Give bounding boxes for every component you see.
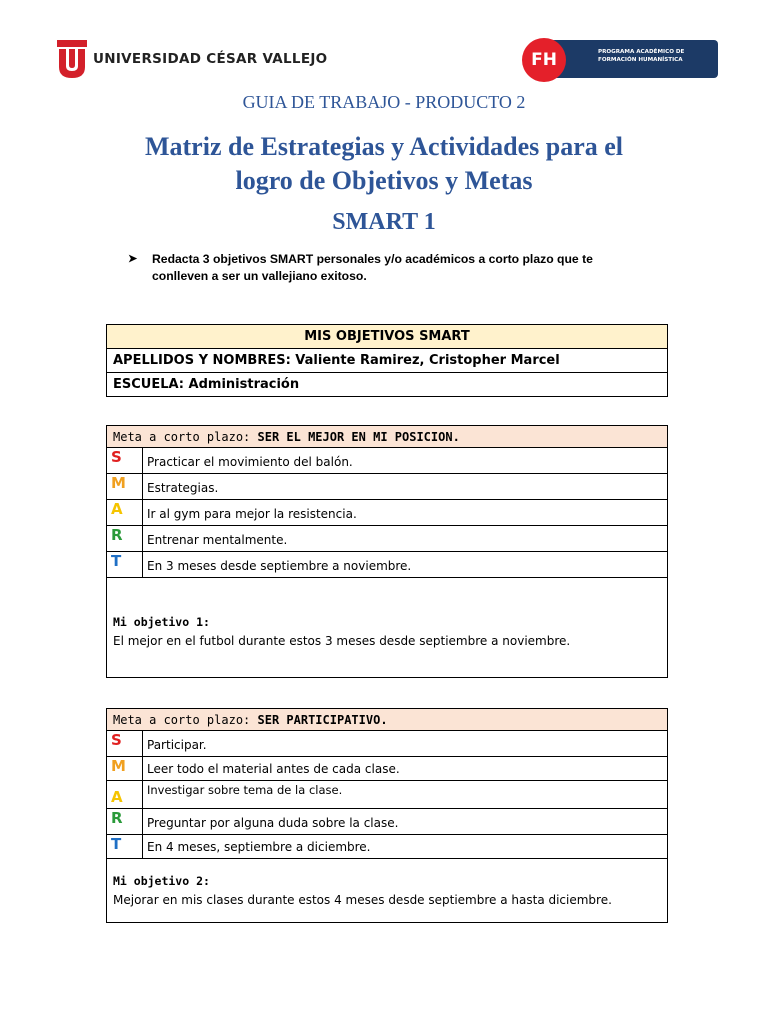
smart-letter-r: R xyxy=(107,809,143,835)
smart-letter-t: T xyxy=(107,552,143,578)
goal-1-table xyxy=(106,425,668,678)
goal-2-objective xyxy=(107,859,668,923)
meta-label: Meta a corto plazo: xyxy=(113,712,258,727)
objective-1-label: Mi objetivo 1: xyxy=(113,614,210,629)
fh-logo-circle: FH xyxy=(522,38,566,82)
goal-2-specific: Participar. xyxy=(143,731,668,757)
objective-1-text: El mejor en el futbol durante estos 3 meses desde septiembre a noviembre. xyxy=(113,633,571,648)
fh-program-text xyxy=(598,48,684,64)
smart-letter-a: A xyxy=(107,781,143,809)
school-row: ESCUELA: Administración xyxy=(107,373,668,397)
university-name: UNIVERSIDAD CÉSAR VALLEJO xyxy=(93,51,328,67)
meta-label: Meta a corto plazo: xyxy=(113,429,258,444)
goal-1-measurable: Estrategias. xyxy=(143,474,668,500)
instruction xyxy=(128,251,628,285)
smart-letter-m: M xyxy=(107,757,143,781)
fh-program-line1: PROGRAMA ACADÉMICO DE xyxy=(598,49,685,55)
goal-2-measurable: Leer todo el material antes de cada clase. xyxy=(143,757,668,781)
document-title-line1: Matriz de Estrategias y Actividades para el xyxy=(144,132,624,161)
goal-2-time-bound: En 4 meses, septiembre a diciembre. xyxy=(143,835,668,859)
info-table-heading: MIS OBJETIVOS SMART xyxy=(107,325,668,349)
guide-subtitle: GUIA DE TRABAJO - PRODUCTO 2 xyxy=(242,92,526,112)
document-title xyxy=(100,130,668,198)
smart-letter-s: S xyxy=(107,731,143,757)
goal-1-time-bound: En 3 meses desde septiembre a noviembre. xyxy=(143,552,668,578)
smart-heading: SMART 1 xyxy=(332,209,436,235)
smart-letter-s: S xyxy=(107,448,143,474)
smart-letter-a: A xyxy=(107,500,143,526)
ucv-shield-icon xyxy=(57,40,87,78)
smart-letter-t: T xyxy=(107,835,143,859)
goal-1-relevant: Entrenar mentalmente. xyxy=(143,526,668,552)
arrow-bullet-icon: ➤ xyxy=(128,253,138,265)
goal-1-specific: Practicar el movimiento del balón. xyxy=(143,448,668,474)
goal-2-relevant: Preguntar por alguna duda sobre la clase. xyxy=(143,809,668,835)
smart-letter-m: M xyxy=(107,474,143,500)
goal-1-objective xyxy=(107,578,668,678)
meta-value: SER PARTICIPATIVO. xyxy=(257,712,388,727)
meta-value: SER EL MEJOR EN MI POSICION. xyxy=(257,429,460,444)
goal-2-meta xyxy=(107,709,668,731)
objective-2-text: Mejorar en mis clases durante estos 4 meses desde septiembre a hasta diciembre. xyxy=(113,892,612,907)
ucv-logo xyxy=(57,40,327,78)
smart-letter-r: R xyxy=(107,526,143,552)
goal-1-meta xyxy=(107,426,668,448)
goal-2-achievable: Investigar sobre tema de la clase. xyxy=(143,781,668,809)
instruction-line2: conlleven a ser un vallejiano exitoso. xyxy=(152,269,367,283)
objective-2-label: Mi objetivo 2: xyxy=(113,873,210,888)
smart-info-table xyxy=(106,324,668,397)
fh-program-line2: FORMACIÓN HUMANÍSTICA xyxy=(598,57,683,63)
goal-1-achievable: Ir al gym para mejor la resistencia. xyxy=(143,500,668,526)
document-title-line2: logro de Objetivos y Metas xyxy=(235,166,533,195)
instruction-line1: Redacta 3 objetivos SMART personales y/o académicos a corto plazo que te xyxy=(152,252,593,266)
fh-program-logo xyxy=(522,38,718,82)
goal-2-table xyxy=(106,708,668,923)
student-name-row: APELLIDOS Y NOMBRES: Valiente Ramirez, Cristopher Marcel xyxy=(107,349,668,373)
